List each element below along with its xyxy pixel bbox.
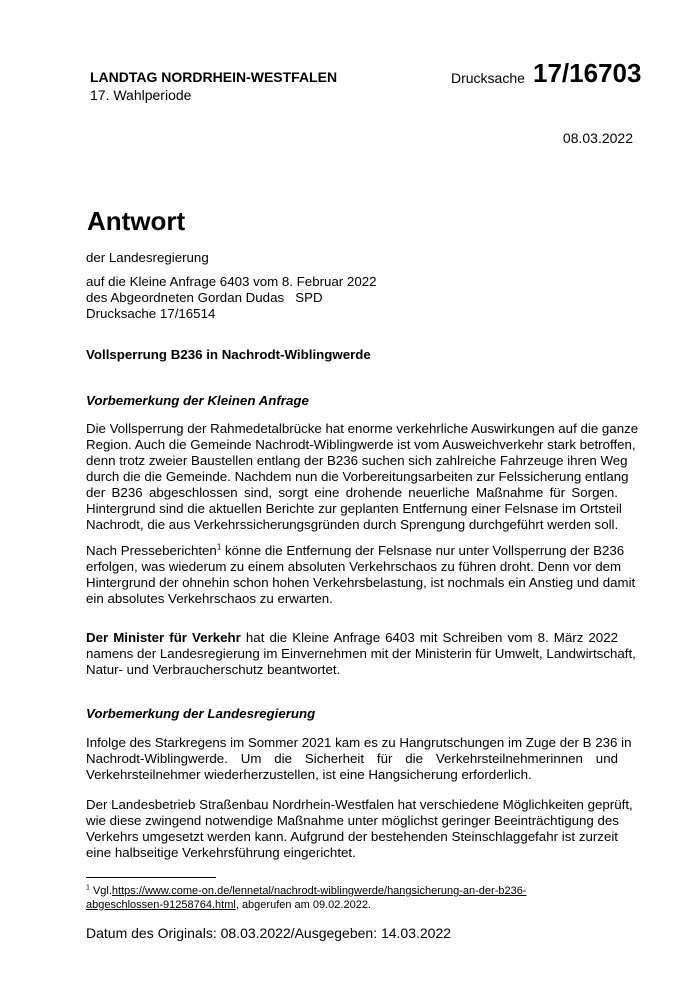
intro-block <box>86 274 618 322</box>
intro-line-2: auf die Kleine Anfrage 6403 vom 8. Februar 2022 <box>86 274 377 289</box>
section-heading-landesregierung: Vorbemerkung der Landesregierung <box>86 706 316 721</box>
text-line: Verkehrsteilnehmer wiederherzustellen, ist eine Hangsicherung erforderlich. <box>86 767 532 782</box>
text-segment: könne die Entfernung der Felsnase nur unter Vollsperrung der B236 <box>221 543 625 558</box>
text-line: Hintergrund der ohnehin schon hohen Verkehrsbelastung, ist nochmals ein Anstieg und damit <box>86 575 636 590</box>
footnote-suffix: , abgerufen am 09.02.2022. <box>235 899 371 911</box>
text-line: wie diese zwingend notwendige Maßnahme unter möglichst geringer Beeinträchtigung des <box>86 813 619 828</box>
text-line <box>86 630 618 646</box>
text-line: namens der Landesregierung im Einvernehmen mit der Ministerin für Umwelt, Landwirtschaft, <box>86 646 636 661</box>
paragraph-minister <box>86 630 636 678</box>
text-segment: hat die Kleine Anfrage 6403 mit Schreiben vom 8. März 2022 <box>240 630 618 645</box>
text-line: der B236 abgeschlossen sind, sorgt eine drohende neuerliche Maßnahme für Sorgen. <box>86 485 618 500</box>
text-line: Verkehrs umgesetzt werden kann. Aufgrund der bestehenden Steinschlaggefahr ist zurzeit <box>86 829 618 844</box>
text-line: ein absolutes Verkehrschaos zu erwarten. <box>86 591 333 606</box>
section-heading-kleine-anfrage: Vorbemerkung der Kleinen Anfrage <box>86 393 309 408</box>
footnote-number: 1 <box>86 884 90 892</box>
issue-date-footer: Datum des Originals: 08.03.2022/Ausgegeben: 14.03.2022 <box>86 925 452 941</box>
paragraph-kleine-anfrage-1 <box>86 421 639 533</box>
text-line: eine halbseitige Verkehrsführung eingerichtet. <box>86 845 356 860</box>
footnote-link-continued[interactable]: abgeschlossen-91258764.html <box>86 899 236 911</box>
text-line: durch die die Gemeinde. Nachdem nun die Vorbereitungsarbeiten zur Felssicherung entlang <box>86 469 629 484</box>
intro-line-4: Drucksache 17/16514 <box>86 306 216 321</box>
intro-line-3: des Abgeordneten Gordan Dudas SPD <box>86 290 323 305</box>
text-line: erfolgen, was wiederum zu einem absoluten Verkehrschaos zu führen droht. Denn vor dem <box>86 559 622 574</box>
press-reports-text: Nach Presseberichten <box>86 543 217 558</box>
footnote-reference[interactable]: 1 <box>216 542 222 552</box>
footnote-line-1 <box>86 884 527 898</box>
document-date: 08.03.2022 <box>562 130 633 146</box>
text-line: Nachrodt-Wiblingwerde. Um die Sicherheit für die Verkehrsteilnehmerinnen und <box>86 751 618 766</box>
minister-name: Der Minister für Verkehr <box>86 630 241 645</box>
text-line: denn trotz zweier Baustellen entlang der B236 suchen sich zahlreiche Fahrzeuge ihren Weg <box>86 453 628 468</box>
subject-title: Vollsperrung B236 in Nachrodt-Wiblingwerde <box>86 347 371 362</box>
footnote-prefix: Vgl. <box>89 885 112 897</box>
parliament-name: LANDTAG NORDRHEIN-WESTFALEN <box>90 69 338 85</box>
text-line: Infolge des Starkregens im Sommer 2021 kam es zu Hangrutschungen im Zuge der B 236 in <box>86 735 632 750</box>
paragraph-kleine-anfrage-2 <box>86 542 636 607</box>
legislative-period: 17. Wahlperiode <box>90 87 192 103</box>
footnote-divider <box>86 877 216 878</box>
text-line: Der Landesbetrieb Straßenbau Nordrhein-Westfalen hat verschiedene Möglichkeiten geprüft, <box>86 797 633 812</box>
footnote <box>86 884 527 912</box>
text-line: Hintergrund sind die aktuellen Berichte zur geplanten Entfernung einer Felsnase im Ortsteil <box>86 501 622 516</box>
intro-line-1: der Landesregierung <box>86 250 209 265</box>
paragraph-landesregierung-1 <box>86 735 632 783</box>
drucksache-number: 17/16703 <box>533 58 642 88</box>
text-line: Region. Auch die Gemeinde Nachrodt-Wiblingwerde ist vom Ausweichverkehr stark betroffen, <box>86 437 636 452</box>
drucksache-label: Drucksache <box>451 70 525 86</box>
paragraph-landesregierung-2 <box>86 797 633 861</box>
text-line <box>86 542 625 559</box>
document-title: Antwort <box>87 206 186 236</box>
footnote-line-2 <box>86 898 527 912</box>
text-line: Nachrodt, die aus Verkehrssicherungsgründen durch Sprengung durchgeführt werden soll. <box>86 517 619 532</box>
footnote-link[interactable]: https://www.come-on.de/lennetal/nachrodt-wiblingwerde/hangsicherung-an-der-b236- <box>111 885 527 897</box>
text-line: Die Vollsperrung der Rahmedetalbrücke hat enorme verkehrliche Auswirkungen auf die ganze <box>86 421 639 436</box>
text-line: Natur- und Verbraucherschutz beantwortet. <box>86 662 341 677</box>
